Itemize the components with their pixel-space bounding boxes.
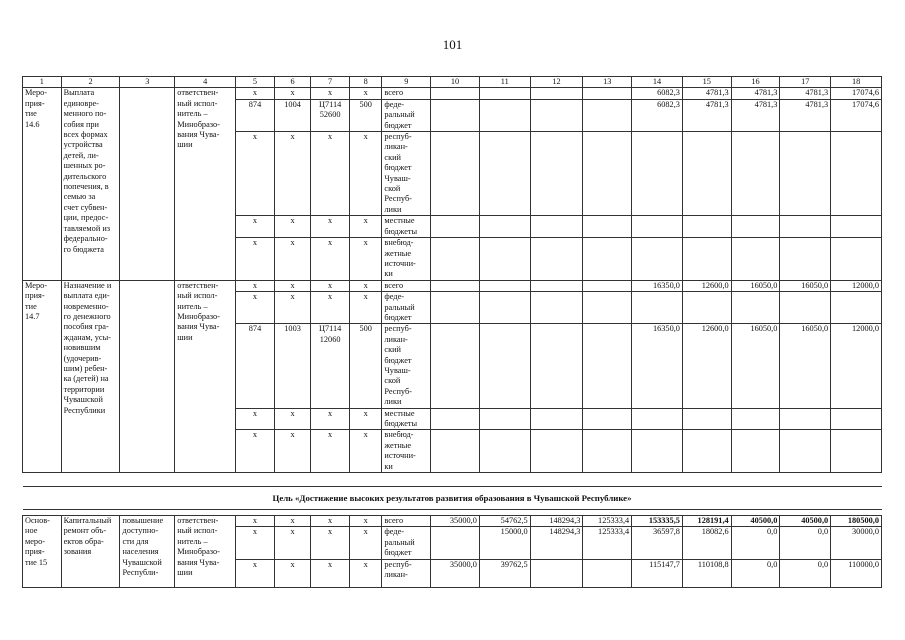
funding-source: местные бюджеты [382,216,431,238]
budget-code-section: x [274,280,311,291]
amount-12 [530,559,583,587]
amount-17 [780,430,831,473]
amount-13 [583,430,632,473]
funding-source: респуб- ликан- [382,559,431,587]
goal-row [23,487,882,510]
activity-name: Капитальный ремонт объ- ектов обра- зования [61,516,120,588]
amount-11 [479,132,530,216]
amount-12 [530,132,583,216]
column-number-2: 2 [61,77,120,88]
amount-14: 36597,8 [632,527,683,559]
table-row [23,88,882,99]
amount-11: 54762,5 [479,516,530,527]
column-number-14: 14 [632,77,683,88]
budget-table [22,76,882,588]
column-number-16: 16 [731,77,780,88]
budget-code-expense-type: x [349,132,381,216]
table-body [23,77,882,588]
budget-code-grbs: x [236,516,275,527]
amount-15: 12600,0 [682,324,731,408]
budget-code-grbs: x [236,238,275,281]
amount-16: 4781,3 [731,88,780,99]
budget-code-grbs: x [236,408,275,430]
amount-14: 153335,5 [632,516,683,527]
budget-code-grbs: 874 [236,99,275,131]
amount-16 [731,408,780,430]
funding-source: всего [382,88,431,99]
amount-15: 18082,6 [682,527,731,559]
budget-code-expense-type: x [349,430,381,473]
amount-11 [479,408,530,430]
amount-15 [682,216,731,238]
amount-14: 16350,0 [632,324,683,408]
budget-code-section: x [274,132,311,216]
amount-10 [431,88,480,99]
amount-15 [682,408,731,430]
budget-code-grbs: x [236,559,275,587]
activity-target [120,280,175,472]
amount-10 [431,99,480,131]
amount-17: 0,0 [780,527,831,559]
amount-18 [831,238,882,281]
activity-code: Меро- прия- тие 14.6 [23,88,62,280]
funding-source: всего [382,516,431,527]
amount-18 [831,216,882,238]
amount-13 [583,408,632,430]
amount-10 [431,430,480,473]
responsible-executor: ответствен- ный испол- нитель – Минобразо- вания Чува- шии [175,516,236,588]
amount-18 [831,430,882,473]
budget-code-expense-type: 500 [349,99,381,131]
amount-12 [530,238,583,281]
amount-15 [682,238,731,281]
amount-15 [682,132,731,216]
spacer-row [23,473,882,487]
responsible-executor: ответствен- ный испол- нитель – Минобразо- вания Чува- шии [175,280,236,472]
table-row [23,280,882,291]
column-number-8: 8 [349,77,381,88]
funding-source: феде- ральный бюджет [382,527,431,559]
column-number-6: 6 [274,77,311,88]
amount-16: 40500,0 [731,516,780,527]
amount-18 [831,132,882,216]
amount-14: 6082,3 [632,88,683,99]
amount-12 [530,99,583,131]
column-number-17: 17 [780,77,831,88]
activity-name: Назначение и выплата еди- новременно- го денежного пособия гра- жданам, усы- новившим (удочерив- шим) ребен- ка (детей) на территории Чувашской Республики [61,280,120,472]
amount-11: 39762,5 [479,559,530,587]
amount-10 [431,292,480,324]
amount-16: 0,0 [731,559,780,587]
budget-code-grbs: x [236,430,275,473]
budget-code-section: x [274,292,311,324]
budget-code-section: x [274,430,311,473]
funding-source: всего [382,280,431,291]
activity-target: повышение доступно- сти для населения Чувашской Республи- [120,516,175,588]
amount-14: 16350,0 [632,280,683,291]
funding-source: респуб- ликан- ский бюджет Чуваш- ской Респуб- лики [382,324,431,408]
funding-source: местные бюджеты [382,408,431,430]
column-number-row [23,77,882,88]
amount-10 [431,408,480,430]
funding-source: феде- ральный бюджет [382,292,431,324]
table-row [23,516,882,527]
amount-18: 12000,0 [831,280,882,291]
activity-code: Основ- ное меро- прия- тие 15 [23,516,62,588]
activity-target [120,88,175,280]
budget-code-section: 1004 [274,99,311,131]
column-number-13: 13 [583,77,632,88]
budget-code-grbs: x [236,280,275,291]
amount-13 [583,132,632,216]
amount-12 [530,324,583,408]
budget-code-target: x [311,527,350,559]
amount-12: 148294,3 [530,516,583,527]
amount-11: 15000,0 [479,527,530,559]
column-number-18: 18 [831,77,882,88]
amount-17: 0,0 [780,559,831,587]
budget-code-expense-type: x [349,559,381,587]
budget-code-expense-type: x [349,408,381,430]
amount-15 [682,292,731,324]
amount-12: 148294,3 [530,527,583,559]
budget-code-expense-type: x [349,216,381,238]
budget-code-target: Ц7114 52600 [311,99,350,131]
funding-source: респуб- ликан- ский бюджет Чуваш- ской Респуб- лики [382,132,431,216]
budget-code-section: x [274,408,311,430]
responsible-executor: ответствен- ный испол- нитель – Минобразо- вания Чува- шии [175,88,236,280]
funding-source: феде- ральный бюджет [382,99,431,131]
budget-code-section: 1003 [274,324,311,408]
amount-16: 4781,3 [731,99,780,131]
amount-12 [530,216,583,238]
amount-13 [583,238,632,281]
amount-17: 16050,0 [780,324,831,408]
amount-11 [479,238,530,281]
budget-code-target: x [311,408,350,430]
column-number-4: 4 [175,77,236,88]
budget-code-target: x [311,216,350,238]
budget-code-target: Ц7114 12060 [311,324,350,408]
budget-code-target: x [311,516,350,527]
funding-source: внебюд- жетные источни- ки [382,430,431,473]
amount-18: 30000,0 [831,527,882,559]
amount-14 [632,216,683,238]
column-number-1: 1 [23,77,62,88]
amount-18: 17074,6 [831,99,882,131]
amount-12 [530,280,583,291]
amount-18: 180500,0 [831,516,882,527]
amount-13 [583,559,632,587]
amount-17 [780,238,831,281]
amount-15: 4781,3 [682,99,731,131]
amount-17: 4781,3 [780,99,831,131]
budget-code-target: x [311,430,350,473]
budget-code-grbs: 874 [236,324,275,408]
amount-17: 16050,0 [780,280,831,291]
amount-13 [583,216,632,238]
budget-code-target: x [311,88,350,99]
amount-18: 17074,6 [831,88,882,99]
amount-11 [479,88,530,99]
amount-12 [530,88,583,99]
amount-11 [479,430,530,473]
column-number-12: 12 [530,77,583,88]
budget-code-section: x [274,527,311,559]
amount-18 [831,408,882,430]
budget-code-grbs: x [236,527,275,559]
amount-14 [632,408,683,430]
budget-code-target: x [311,292,350,324]
budget-code-grbs: x [236,132,275,216]
amount-11 [479,99,530,131]
amount-18: 12000,0 [831,324,882,408]
spacer-cell [23,473,882,487]
amount-16 [731,238,780,281]
amount-10 [431,132,480,216]
column-number-3: 3 [120,77,175,88]
amount-15: 4781,3 [682,88,731,99]
activity-code: Меро- прия- тие 14.7 [23,280,62,472]
budget-code-expense-type: x [349,280,381,291]
amount-16: 16050,0 [731,280,780,291]
amount-17: 4781,3 [780,88,831,99]
budget-code-grbs: x [236,88,275,99]
amount-11 [479,216,530,238]
amount-16 [731,430,780,473]
amount-18: 110000,0 [831,559,882,587]
amount-10 [431,324,480,408]
amount-13 [583,99,632,131]
amount-10 [431,238,480,281]
amount-15: 12600,0 [682,280,731,291]
amount-13 [583,280,632,291]
amount-17: 40500,0 [780,516,831,527]
column-number-10: 10 [431,77,480,88]
amount-14: 115147,7 [632,559,683,587]
amount-14 [632,132,683,216]
amount-12 [530,292,583,324]
amount-13: 125333,4 [583,527,632,559]
amount-17 [780,132,831,216]
amount-16 [731,292,780,324]
goal-title: Цель «Достижение высоких результатов развития образования в Чувашской Республике» [23,487,882,510]
column-number-11: 11 [479,77,530,88]
amount-16 [731,216,780,238]
column-number-7: 7 [311,77,350,88]
amount-13 [583,324,632,408]
amount-13: 125333,4 [583,516,632,527]
budget-code-section: x [274,216,311,238]
budget-code-grbs: x [236,292,275,324]
amount-13 [583,88,632,99]
amount-13 [583,292,632,324]
column-number-15: 15 [682,77,731,88]
column-number-5: 5 [236,77,275,88]
funding-source: внебюд- жетные источни- ки [382,238,431,281]
budget-code-section: x [274,559,311,587]
amount-14 [632,292,683,324]
budget-code-expense-type: x [349,527,381,559]
budget-code-expense-type: x [349,516,381,527]
amount-10 [431,527,480,559]
budget-code-section: x [274,88,311,99]
budget-code-target: x [311,238,350,281]
amount-10: 35000,0 [431,559,480,587]
amount-14 [632,238,683,281]
amount-14: 6082,3 [632,99,683,131]
activity-name: Выплата единовре- менного по- собия при всех формах устройства детей, ли- шенных ро- дительского попечения, в семью за счет субвен- ции, предос- тавляемой из федерально- го бюджета [61,88,120,280]
budget-code-expense-type: x [349,238,381,281]
amount-15: 128191,4 [682,516,731,527]
amount-14 [632,430,683,473]
budget-code-target: x [311,280,350,291]
amount-12 [530,430,583,473]
amount-15 [682,430,731,473]
amount-17 [780,408,831,430]
amount-17 [780,292,831,324]
budget-code-target: x [311,132,350,216]
budget-code-grbs: x [236,216,275,238]
column-number-9: 9 [382,77,431,88]
page-number: 101 [442,37,463,52]
budget-code-expense-type: 500 [349,324,381,408]
amount-11 [479,292,530,324]
amount-16 [731,132,780,216]
amount-16: 0,0 [731,527,780,559]
budget-code-expense-type: x [349,88,381,99]
budget-code-target: x [311,559,350,587]
budget-code-section: x [274,238,311,281]
amount-10: 35000,0 [431,516,480,527]
amount-12 [530,408,583,430]
amount-11 [479,324,530,408]
amount-15: 110108,8 [682,559,731,587]
amount-11 [479,280,530,291]
amount-10 [431,280,480,291]
amount-18 [831,292,882,324]
amount-17 [780,216,831,238]
amount-16: 16050,0 [731,324,780,408]
amount-10 [431,216,480,238]
budget-code-expense-type: x [349,292,381,324]
budget-code-section: x [274,516,311,527]
